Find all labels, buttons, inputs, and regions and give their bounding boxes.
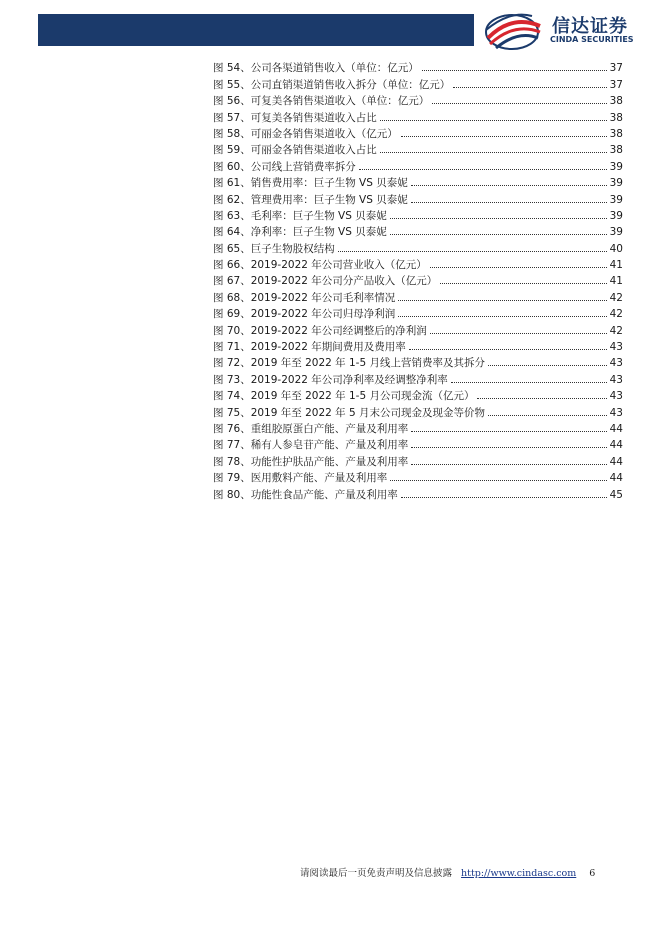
- toc-entry-label: 图 66、2019-2022 年公司营业收入（亿元）: [213, 259, 427, 272]
- toc-leader-dots: [359, 169, 607, 170]
- toc-entry[interactable]: [213, 174, 623, 190]
- toc-leader-dots: [430, 267, 607, 268]
- toc-entry-label: 图 60、公司线上营销费率拆分: [213, 160, 356, 173]
- toc-entry[interactable]: [213, 157, 623, 173]
- footer-page-number: 6: [589, 868, 596, 879]
- toc-entry-page: 42: [609, 324, 623, 337]
- toc-entry[interactable]: [213, 387, 623, 403]
- toc-entry-page: 39: [609, 160, 623, 173]
- toc-entry[interactable]: [213, 469, 623, 485]
- toc-leader-dots: [451, 382, 607, 383]
- toc-leader-dots: [390, 480, 606, 481]
- toc-entry[interactable]: [213, 223, 623, 239]
- toc-entry[interactable]: [213, 420, 623, 436]
- toc-entry[interactable]: [213, 370, 623, 386]
- toc-entry-label: 图 69、2019-2022 年公司归母净利润: [213, 308, 396, 321]
- cinda-logo: [482, 8, 652, 52]
- figure-index-list: [213, 59, 623, 502]
- toc-leader-dots: [477, 398, 606, 399]
- toc-entry-page: 41: [609, 259, 623, 272]
- toc-entry-page: 38: [609, 95, 623, 108]
- toc-entry-page: 43: [609, 390, 623, 403]
- header-band: [38, 14, 474, 46]
- toc-entry-label: 图 77、稀有人参皂苷产能、产量及利用率: [213, 439, 409, 452]
- toc-entry-page: 43: [609, 373, 623, 386]
- toc-entry[interactable]: [213, 272, 623, 288]
- toc-entry-label: 图 76、重组胶原蛋白产能、产量及利用率: [213, 422, 409, 435]
- toc-entry-page: 44: [609, 472, 623, 485]
- toc-entry-page: 44: [609, 439, 623, 452]
- toc-entry-page: 44: [609, 422, 623, 435]
- logo-chinese-name: 信达证券: [552, 16, 628, 37]
- toc-leader-dots: [409, 349, 607, 350]
- toc-entry[interactable]: [213, 125, 623, 141]
- toc-entry-label: 图 62、管理费用率：巨子生物 VS 贝泰妮: [213, 193, 408, 206]
- page-footer: [300, 865, 630, 879]
- toc-entry-label: 图 59、可丽金各销售渠道收入占比: [213, 144, 377, 157]
- toc-entry[interactable]: [213, 354, 623, 370]
- toc-leader-dots: [390, 234, 607, 235]
- toc-leader-dots: [380, 120, 607, 121]
- toc-entry[interactable]: [213, 59, 623, 75]
- toc-entry-label: 图 54、公司各渠道销售收入（单位：亿元）: [213, 62, 419, 75]
- toc-entry-label: 图 63、毛利率：巨子生物 VS 贝泰妮: [213, 209, 387, 222]
- toc-leader-dots: [453, 87, 606, 88]
- toc-entry-label: 图 56、可复美各销售渠道收入（单位：亿元）: [213, 95, 430, 108]
- toc-entry-label: 图 71、2019-2022 年期间费用及费用率: [213, 341, 406, 354]
- toc-entry-label: 图 58、可丽金各销售渠道收入（亿元）: [213, 127, 398, 140]
- toc-entry-page: 38: [609, 111, 623, 124]
- toc-leader-dots: [422, 70, 607, 71]
- toc-leader-dots: [401, 497, 607, 498]
- toc-leader-dots: [411, 185, 607, 186]
- toc-leader-dots: [488, 365, 607, 366]
- toc-entry-page: 42: [609, 308, 623, 321]
- toc-entry-label: 图 78、功能性护肤品产能、产量及利用率: [213, 455, 409, 468]
- toc-leader-dots: [411, 447, 606, 448]
- toc-entry[interactable]: [213, 92, 623, 108]
- toc-entry-label: 图 55、公司直销渠道销售收入拆分（单位：亿元）: [213, 78, 451, 91]
- toc-entry-label: 图 67、2019-2022 年公司分产品收入（亿元）: [213, 275, 438, 288]
- toc-entry[interactable]: [213, 108, 623, 124]
- toc-entry-label: 图 64、净利率：巨子生物 VS 贝泰妮: [213, 226, 387, 239]
- toc-entry[interactable]: [213, 338, 623, 354]
- toc-entry[interactable]: [213, 190, 623, 206]
- footer-disclaimer: 请阅读最后一页免责声明及信息披露: [300, 868, 453, 879]
- toc-entry[interactable]: [213, 207, 623, 223]
- toc-entry[interactable]: [213, 305, 623, 321]
- footer-website-link[interactable]: http://www.cindasc.com: [461, 868, 577, 879]
- toc-entry[interactable]: [213, 452, 623, 468]
- toc-entry-page: 38: [609, 144, 623, 157]
- toc-entry[interactable]: [213, 403, 623, 419]
- toc-entry-page: 39: [609, 226, 623, 239]
- toc-entry-label: 图 57、可复美各销售渠道收入占比: [213, 111, 377, 124]
- toc-entry[interactable]: [213, 75, 623, 91]
- toc-entry-page: 39: [609, 177, 623, 190]
- toc-leader-dots: [398, 300, 606, 301]
- toc-leader-dots: [488, 415, 607, 416]
- toc-entry-label: 图 73、2019-2022 年公司净利率及经调整净利率: [213, 373, 448, 386]
- toc-entry[interactable]: [213, 141, 623, 157]
- toc-entry-label: 图 79、医用敷料产能、产量及利用率: [213, 472, 388, 485]
- toc-entry[interactable]: [213, 288, 623, 304]
- toc-leader-dots: [411, 431, 606, 432]
- toc-entry-page: 42: [609, 291, 623, 304]
- toc-entry[interactable]: [213, 436, 623, 452]
- toc-entry-page: 40: [609, 242, 623, 255]
- toc-entry-page: 38: [609, 127, 623, 140]
- toc-entry-page: 37: [609, 62, 623, 75]
- toc-leader-dots: [338, 251, 607, 252]
- toc-leader-dots: [432, 103, 606, 104]
- logo-english-name: CINDA SECURITIES: [550, 35, 634, 44]
- toc-entry-page: 43: [609, 341, 623, 354]
- toc-leader-dots: [411, 464, 606, 465]
- toc-entry-label: 图 68、2019-2022 年公司毛利率情况: [213, 291, 396, 304]
- toc-entry-label: 图 65、巨子生物股权结构: [213, 242, 335, 255]
- toc-entry-label: 图 61、销售费用率：巨子生物 VS 贝泰妮: [213, 177, 408, 190]
- toc-leader-dots: [380, 152, 607, 153]
- toc-leader-dots: [411, 202, 607, 203]
- toc-entry-label: 图 80、功能性食品产能、产量及利用率: [213, 488, 398, 501]
- toc-entry[interactable]: [213, 321, 623, 337]
- toc-entry-page: 43: [609, 357, 623, 370]
- toc-entry[interactable]: [213, 485, 623, 501]
- toc-entry-page: 45: [609, 488, 623, 501]
- toc-entry-label: 图 75、2019 年至 2022 年 5 月末公司现金及现金等价物: [213, 406, 486, 419]
- toc-leader-dots: [401, 136, 607, 137]
- toc-entry-label: 图 70、2019-2022 年公司经调整后的净利润: [213, 324, 427, 337]
- toc-entry-label: 图 72、2019 年至 2022 年 1-5 月线上营销费率及其拆分: [213, 357, 485, 370]
- cinda-globe-icon: [482, 8, 546, 52]
- toc-leader-dots: [390, 218, 607, 219]
- toc-entry-page: 44: [609, 455, 623, 468]
- toc-entry[interactable]: [213, 239, 623, 255]
- toc-entry[interactable]: [213, 256, 623, 272]
- toc-entry-page: 37: [609, 78, 623, 91]
- toc-leader-dots: [440, 283, 606, 284]
- toc-entry-page: 39: [609, 193, 623, 206]
- toc-leader-dots: [430, 333, 607, 334]
- toc-entry-page: 39: [609, 209, 623, 222]
- toc-entry-page: 43: [609, 406, 623, 419]
- toc-entry-page: 41: [609, 275, 623, 288]
- toc-entry-label: 图 74、2019 年至 2022 年 1-5 月公司现金流（亿元）: [213, 390, 475, 403]
- toc-leader-dots: [398, 316, 606, 317]
